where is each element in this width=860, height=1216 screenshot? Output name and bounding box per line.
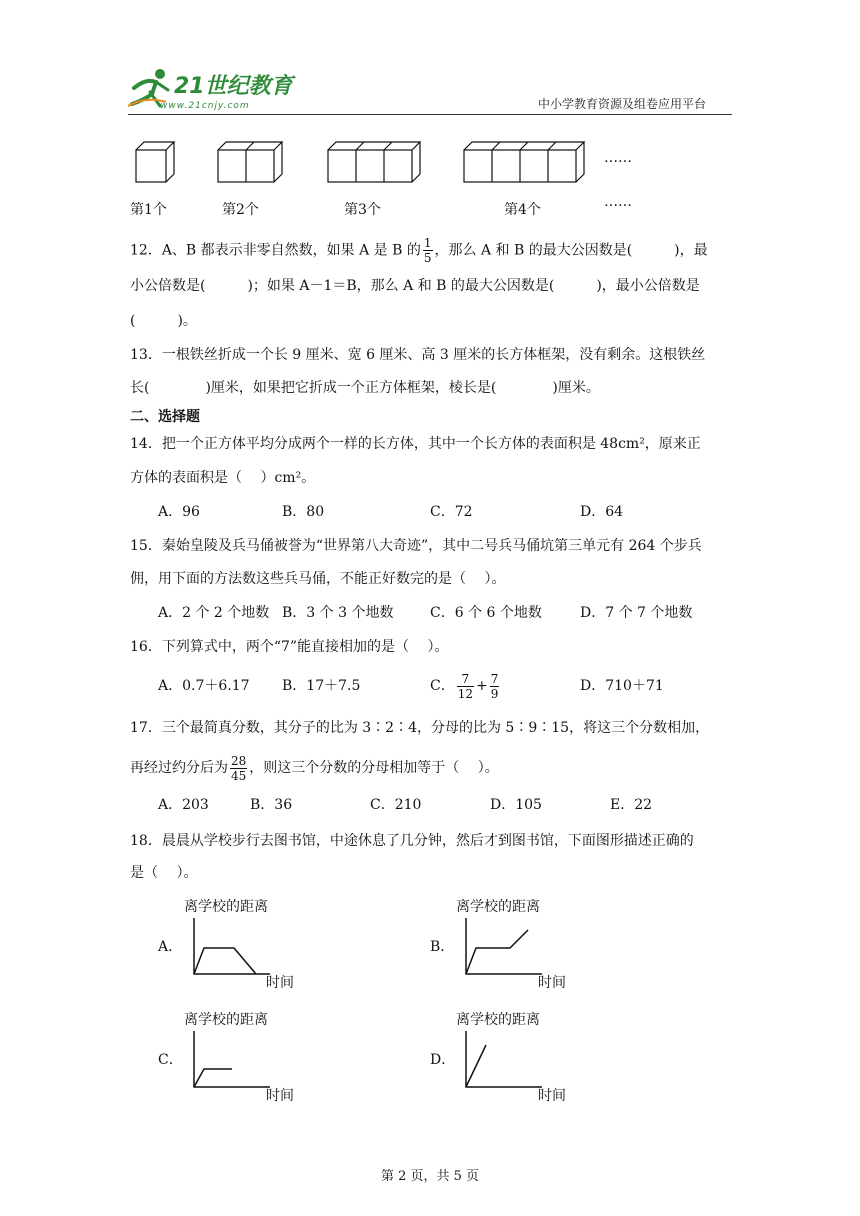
q14-line2: 方体的表面积是（ ）cm²。 <box>130 470 316 486</box>
q12-text-a: 12．A、B 都表示非零自然数，如果 A 是 B 的 <box>130 242 421 259</box>
q14-option-d[interactable]: D．64 <box>580 504 624 520</box>
q17-line2 <box>130 750 499 786</box>
graph-d-xlabel: 时间 <box>538 1088 566 1104</box>
q16-fraction-2: $\frac{7}{9}$ <box>490 671 499 701</box>
q16-plus: + <box>476 678 488 694</box>
q16-option-c[interactable] <box>430 668 501 704</box>
graph-b-xlabel: 时间 <box>538 975 566 991</box>
q14-option-a[interactable]: A．96 <box>158 504 200 520</box>
graph-b <box>462 918 552 978</box>
figure-label-3: 第3个 <box>344 202 381 218</box>
q17-option-e[interactable]: E．22 <box>610 797 653 813</box>
q15-option-a[interactable]: A．2 个 2 个地数 <box>158 605 270 621</box>
q16-option-b[interactable]: B．17＋7.5 <box>282 678 361 694</box>
q17-line1: 17．三个最简真分数，其分子的比为 3∶2∶4，分母的比为 5∶9∶15，将这三个分数相加， <box>130 720 710 736</box>
q12-line3: ( )。 <box>130 313 197 329</box>
q16-option-c-label: C． <box>430 678 455 694</box>
q17-option-d[interactable]: D．105 <box>490 797 542 813</box>
graph-b-ylabel: 离学校的距离 <box>456 899 540 915</box>
graph-a-ylabel: 离学校的距离 <box>184 899 268 915</box>
ellipsis-top: …… <box>604 150 632 166</box>
q17-option-b[interactable]: B．36 <box>250 797 293 813</box>
figure-label-4: 第4个 <box>504 202 541 218</box>
q14-line1: 14．把一个正方体平均分成两个一样的长方体，其中一个长方体的表面积是 48cm²，原来正 <box>130 436 701 452</box>
section-title: 二、选择题 <box>130 409 200 425</box>
q17-fraction: $\frac{28}{45}$ <box>231 753 247 783</box>
q15-option-b[interactable]: B．3 个 3 个地数 <box>282 605 394 621</box>
page-footer: 第 2 页，共 5 页 <box>380 1169 480 1184</box>
q17-text-b: ，则这三个分数的分母相加等于（ ）。 <box>249 760 499 776</box>
graph-d-letter[interactable]: D． <box>430 1052 456 1068</box>
q17-text-a: 再经过约分后为 <box>130 760 228 776</box>
graph-a-xlabel: 时间 <box>266 975 294 991</box>
ellipsis-bottom: …… <box>604 194 632 210</box>
q12-fraction: $\frac{1}{5}$ <box>423 236 432 265</box>
q17-option-a[interactable]: A．203 <box>158 797 209 813</box>
graph-a <box>190 918 280 978</box>
header-divider <box>128 114 732 115</box>
platform-name: 中小学教育资源及组卷应用平台 <box>538 97 707 111</box>
q15-option-d[interactable]: D．7 个 7 个地数 <box>580 605 693 621</box>
graph-d <box>462 1031 552 1091</box>
q16-option-a[interactable]: A．0.7＋6.17 <box>158 678 250 694</box>
q13-line2: 长( )厘米，如果把它折成一个正方体框架，棱长是( )厘米。 <box>130 380 600 396</box>
q12-line1 <box>130 236 708 265</box>
logo-url: www.21cnjy.com <box>160 101 250 111</box>
graph-c-xlabel: 时间 <box>266 1088 294 1104</box>
q16-option-d[interactable]: D．710＋71 <box>580 678 664 694</box>
q15-line1: 15．秦始皇陵及兵马俑被誉为“世界第八大奇迹”，其中二号兵马俑坑第三单元有 264 个步兵 <box>130 538 702 554</box>
graph-c <box>190 1031 280 1091</box>
q16-line1: 16．下列算式中，两个“7”能直接相加的是（ ）。 <box>130 639 449 655</box>
q14-option-c[interactable]: C．72 <box>430 504 473 520</box>
q12-text-b: ，那么 A 和 B 的最大公因数是( )，最 <box>434 242 708 259</box>
q14-option-b[interactable]: B．80 <box>282 504 325 520</box>
logo-title: 21世纪教育 <box>174 74 293 99</box>
graph-d-ylabel: 离学校的距离 <box>456 1012 540 1028</box>
q12-line2: 小公倍数是( )；如果 A－1＝B，那么 A 和 B 的最大公因数是( )，最小公倍数是 <box>130 278 700 294</box>
graph-c-ylabel: 离学校的距离 <box>184 1012 268 1028</box>
q17-option-c[interactable]: C．210 <box>370 797 422 813</box>
graph-a-letter[interactable]: A． <box>158 939 183 955</box>
graph-c-letter[interactable]: C． <box>158 1052 183 1068</box>
q16-fraction-1: $\frac{7}{12}$ <box>457 671 473 701</box>
q15-line2: 佣，用下面的方法数这些兵马俑，不能正好数完的是（ ）。 <box>130 571 506 587</box>
figure-label-2: 第2个 <box>222 202 259 218</box>
graph-b-letter[interactable]: B． <box>430 939 455 955</box>
q13-line1: 13．一根铁丝折成一个长 9 厘米、宽 6 厘米、高 3 厘米的长方体框架，没有剩余。这根铁丝 <box>130 347 706 363</box>
q18-line2: 是（ ）。 <box>130 865 198 881</box>
q18-line1: 18．晨晨从学校步行去图书馆，中途休息了几分钟，然后才到图书馆，下面图形描述正确的 <box>130 833 694 849</box>
figure-label-1: 第1个 <box>130 202 167 218</box>
cube-figures <box>130 138 650 188</box>
q15-option-c[interactable]: C．6 个 6 个地数 <box>430 605 542 621</box>
header <box>0 0 860 120</box>
